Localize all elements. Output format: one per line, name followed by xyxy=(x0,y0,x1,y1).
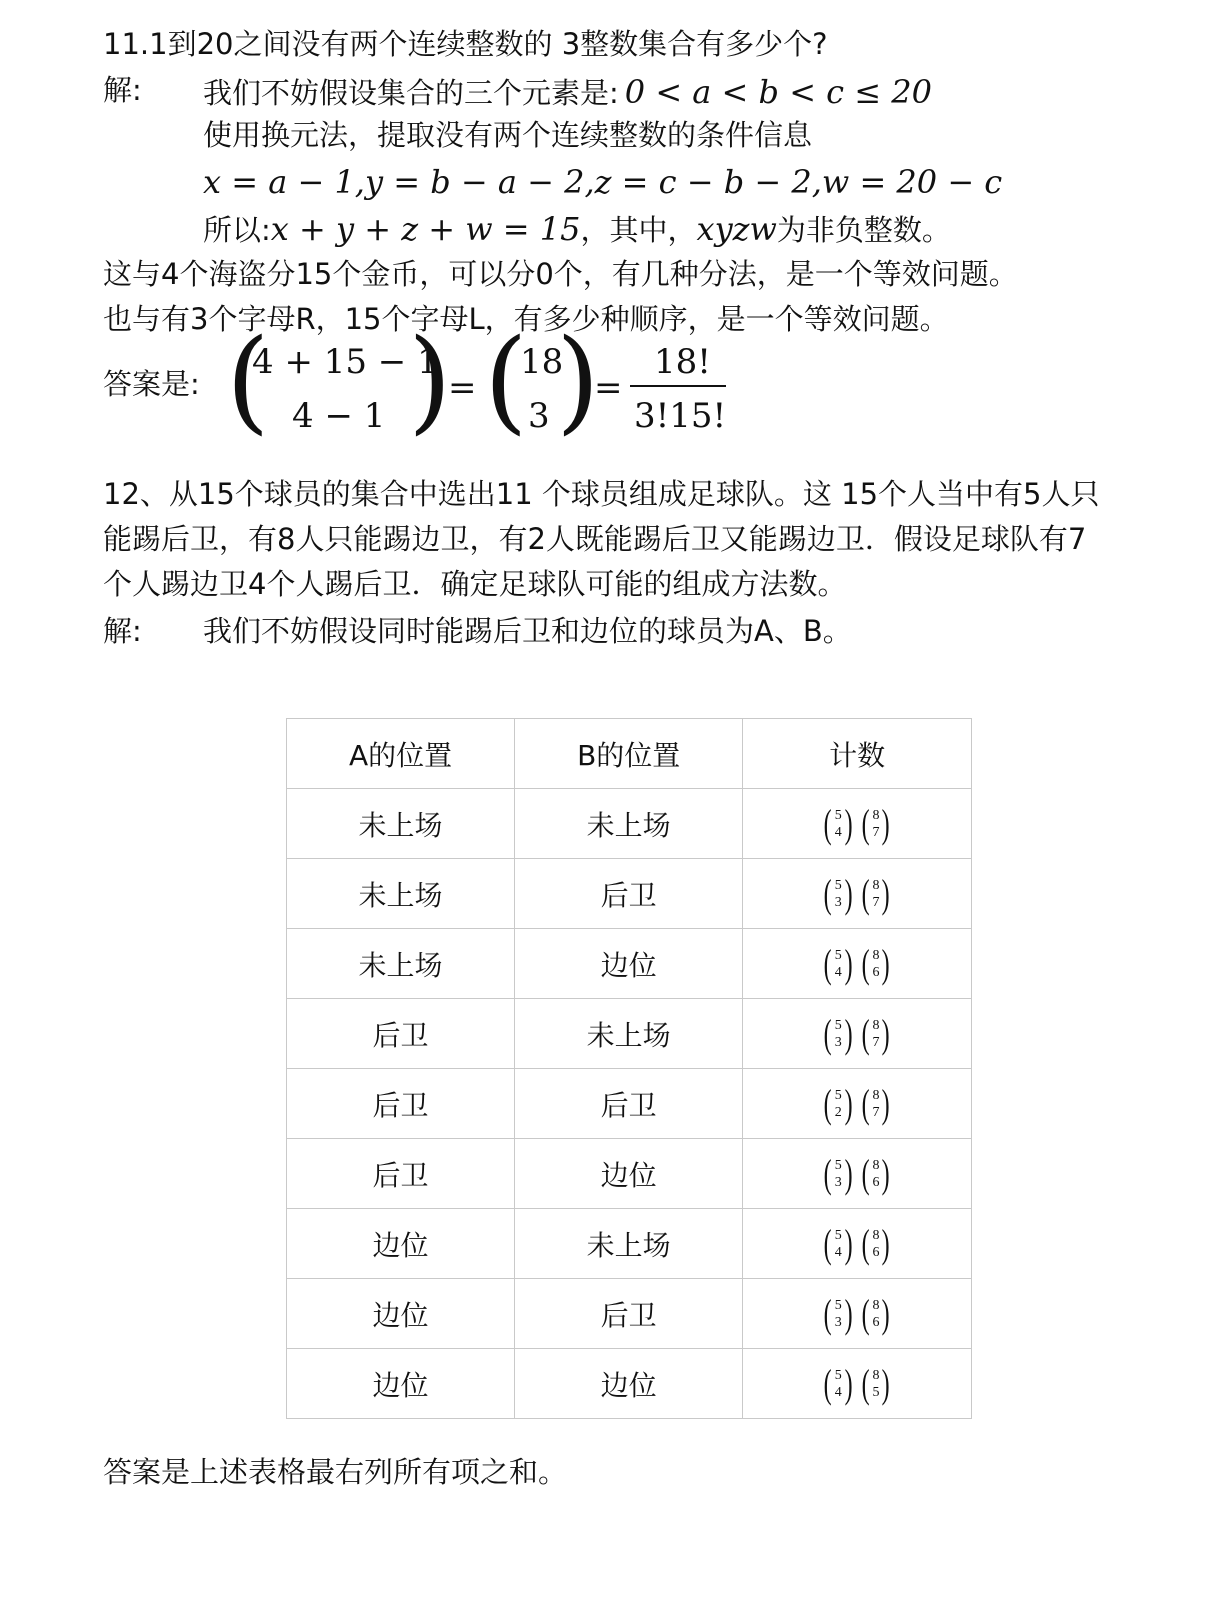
binomial-1-bottom: 4 − 1 xyxy=(292,396,386,436)
left-paren: ( xyxy=(226,316,270,446)
cell-count xyxy=(743,859,972,929)
problem-12-line-3: 个人踢边卫4个人踢后卫．确定足球队可能的组成方法数。 xyxy=(103,567,847,601)
binom-k: 3 xyxy=(834,894,842,910)
binom-k: 3 xyxy=(834,1174,842,1190)
binom-n: 5 xyxy=(834,1087,842,1103)
binomial-coefficient: ( 5 3 ) xyxy=(824,1010,853,1056)
binom-n: 5 xyxy=(834,1367,842,1383)
table-row xyxy=(287,1069,972,1139)
equivalence-1: 这与4个海盗分15个金币，可以分0个，有几种分法，是一个等效问题。 xyxy=(103,257,1018,291)
binom-n: 8 xyxy=(872,1157,880,1173)
solution-line-4 xyxy=(203,210,951,248)
binom-n: 8 xyxy=(872,1367,880,1383)
binom-k: 7 xyxy=(872,1034,880,1050)
cell-count xyxy=(743,999,972,1069)
binom-n: 5 xyxy=(834,1157,842,1173)
binom-k: 3 xyxy=(834,1314,842,1330)
sum-equation: x + y + z + w = 15 xyxy=(270,210,581,248)
substitution-equations: x = a − 1,y = b − a − 2,z = c − b − 2,w = 20 − c xyxy=(203,163,1003,201)
cell-b-position: 未上场 xyxy=(515,1209,743,1279)
table-row xyxy=(287,999,972,1069)
problem-11-question: 11.1到20之间没有两个连续整数的 3整数集合有多少个? xyxy=(103,27,828,61)
cell-a-position: 未上场 xyxy=(287,859,515,929)
binom-n: 5 xyxy=(834,807,842,823)
cell-b-position: 后卫 xyxy=(515,1279,743,1349)
cell-b-position: 边位 xyxy=(515,1349,743,1419)
cell-b-position: 未上场 xyxy=(515,789,743,859)
where-text: ，其中， xyxy=(580,213,697,247)
solution-label: 解: xyxy=(103,73,142,107)
cell-a-position: 后卫 xyxy=(287,1069,515,1139)
table-row xyxy=(287,1279,972,1349)
cell-a-position: 后卫 xyxy=(287,999,515,1069)
solution-line-1 xyxy=(203,73,932,111)
header-a-position: A的位置 xyxy=(287,719,515,789)
binom-n: 5 xyxy=(834,1297,842,1313)
cell-count xyxy=(743,1279,972,1349)
binomial-coefficient: ( 5 4 ) xyxy=(824,800,853,846)
problem-12-line-1: 12、从15个球员的集合中选出11 个球员组成足球队。这 15个人当中有5人只 xyxy=(103,477,1100,511)
table-row xyxy=(287,789,972,859)
table-header-row xyxy=(287,719,972,789)
equivalence-2: 也与有3个字母R，15个字母L，有多少种顺序，是一个等效问题。 xyxy=(103,302,949,336)
cell-a-position: 边位 xyxy=(287,1349,515,1419)
cell-count xyxy=(743,789,972,859)
cell-count xyxy=(743,1069,972,1139)
nonneg-text: 为非负整数。 xyxy=(776,213,951,247)
positions-table xyxy=(286,718,972,1419)
binomial-coefficient: ( 8 7 ) xyxy=(861,870,891,916)
header-count: 计数 xyxy=(743,719,972,789)
binom-n: 8 xyxy=(872,807,880,823)
binomial-coefficient: ( 8 6 ) xyxy=(861,1150,891,1196)
problem-12-line-2: 能踢后卫，有8人只能踢边卫，有2人既能踢后卫又能踢边卫．假设足球队有7 xyxy=(103,522,1087,556)
binomial-coefficient: ( 8 7 ) xyxy=(861,800,891,846)
equals-sign-2: = xyxy=(594,368,623,408)
table-row xyxy=(287,929,972,999)
table-row xyxy=(287,859,972,929)
cell-count xyxy=(743,929,972,999)
binom-k: 4 xyxy=(834,1244,842,1260)
table-row xyxy=(287,1349,972,1419)
binomial-coefficient: ( 5 2 ) xyxy=(824,1080,853,1126)
binom-n: 8 xyxy=(872,877,880,893)
binom-n: 5 xyxy=(834,1017,842,1033)
right-paren: ) xyxy=(556,316,600,446)
so-prefix: 所以: xyxy=(203,213,271,247)
cell-a-position: 后卫 xyxy=(287,1139,515,1209)
binom-k: 6 xyxy=(872,964,880,980)
left-paren: ( xyxy=(484,316,528,446)
cell-b-position: 边位 xyxy=(515,1139,743,1209)
binom-n: 5 xyxy=(834,1227,842,1243)
cell-a-position: 未上场 xyxy=(287,929,515,999)
binom-n: 8 xyxy=(872,947,880,963)
binom-k: 6 xyxy=(872,1174,880,1190)
binom-k: 7 xyxy=(872,824,880,840)
binom-k: 6 xyxy=(872,1314,880,1330)
fraction-denominator: 3!15! xyxy=(634,396,727,436)
binom-n: 8 xyxy=(872,1297,880,1313)
right-paren: ) xyxy=(408,316,452,446)
cell-b-position: 未上场 xyxy=(515,999,743,1069)
binomial-1-top: 4 + 15 − 1 xyxy=(252,342,439,382)
binom-n: 5 xyxy=(834,877,842,893)
answer-label: 答案是: xyxy=(103,367,200,401)
solution-12-text: 我们不妨假设同时能踢后卫和边位的球员为A、B。 xyxy=(203,614,852,648)
binomial-coefficient: ( 8 5 ) xyxy=(861,1360,891,1406)
cell-b-position: 边位 xyxy=(515,929,743,999)
variables: xyzw xyxy=(696,210,777,248)
binomial-coefficient: ( 5 4 ) xyxy=(824,1360,853,1406)
binomial-coefficient: ( 5 3 ) xyxy=(824,870,853,916)
binomial-coefficient: ( 5 3 ) xyxy=(824,1290,853,1336)
binomial-coefficient: ( 5 3 ) xyxy=(824,1150,853,1196)
cell-b-position: 后卫 xyxy=(515,859,743,929)
binomial-coefficient: ( 8 7 ) xyxy=(861,1080,891,1126)
header-b-position: B的位置 xyxy=(515,719,743,789)
solution-line-2: 使用换元法，提取没有两个连续整数的条件信息 xyxy=(203,118,813,152)
binom-k: 3 xyxy=(834,1034,842,1050)
equals-sign-1: = xyxy=(448,368,477,408)
binom-n: 8 xyxy=(872,1087,880,1103)
cell-a-position: 未上场 xyxy=(287,789,515,859)
cell-count xyxy=(743,1349,972,1419)
binomial-coefficient: ( 8 7 ) xyxy=(861,1010,891,1056)
cell-a-position: 边位 xyxy=(287,1209,515,1279)
cell-count xyxy=(743,1209,972,1279)
binom-k: 4 xyxy=(834,964,842,980)
binom-k: 2 xyxy=(834,1104,842,1120)
binomial-coefficient: ( 5 4 ) xyxy=(824,1220,853,1266)
cell-count xyxy=(743,1139,972,1209)
binom-k: 7 xyxy=(872,1104,880,1120)
table-row xyxy=(287,1209,972,1279)
binom-n: 5 xyxy=(834,947,842,963)
binomial-2-top: 18 xyxy=(520,342,564,382)
binom-k: 5 xyxy=(872,1384,880,1400)
binomial-coefficient: ( 8 6 ) xyxy=(861,1290,891,1336)
binomial-2-bottom: 3 xyxy=(528,396,550,436)
table-row xyxy=(287,1139,972,1209)
binom-k: 4 xyxy=(834,824,842,840)
binom-n: 8 xyxy=(872,1227,880,1243)
binomial-coefficient: ( 8 6 ) xyxy=(861,1220,891,1266)
conclusion: 答案是上述表格最右列所有项之和。 xyxy=(103,1455,568,1489)
binom-k: 7 xyxy=(872,894,880,910)
binom-n: 8 xyxy=(872,1017,880,1033)
cell-b-position: 后卫 xyxy=(515,1069,743,1139)
solution-line-1-text: 我们不妨假设集合的三个元素是: xyxy=(203,76,619,110)
binom-k: 4 xyxy=(834,1384,842,1400)
fraction-bar xyxy=(630,385,726,387)
binomial-coefficient: ( 5 4 ) xyxy=(824,940,853,986)
solution-label-12: 解: xyxy=(103,614,142,648)
binomial-coefficient: ( 8 6 ) xyxy=(861,940,891,986)
solution-line-1-math: 0 < a < b < c ≤ 20 xyxy=(624,73,932,111)
cell-a-position: 边位 xyxy=(287,1279,515,1349)
binom-k: 6 xyxy=(872,1244,880,1260)
fraction-numerator: 18! xyxy=(654,342,711,382)
